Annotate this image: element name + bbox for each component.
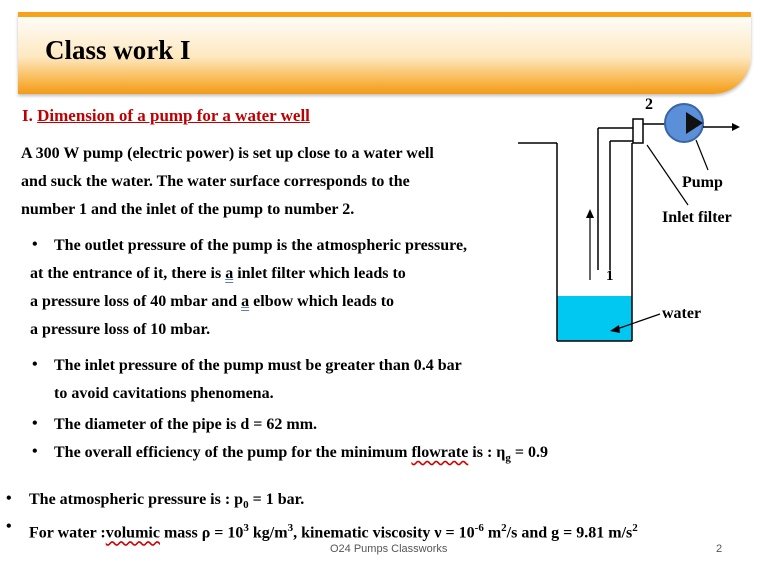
bullet-marker: • [6, 490, 12, 507]
text-span: The atmospheric pressure is : p [29, 491, 244, 508]
text-span: inlet filter which leads to [233, 265, 406, 282]
section-title: Dimension of a pump for a water well [37, 106, 310, 125]
superscript: 3 [287, 522, 294, 534]
subscript: g [505, 452, 511, 465]
text-span: For water : [29, 524, 106, 542]
section-prefix: I. [22, 106, 38, 125]
footer-text: O24 Pumps Classworks [330, 543, 448, 555]
text-span: a pressure loss of 40 mbar and [30, 293, 242, 310]
slide-title: Class work I [45, 35, 191, 65]
bullet-text: The outlet pressure of the pump is the atmospheric pressure, [54, 237, 468, 254]
intro-line: number 1 and the inlet of the pump to number 2. [21, 201, 355, 218]
text-span: is : η [468, 444, 506, 461]
pump-leader-line [696, 140, 708, 170]
text-span: a [241, 293, 250, 310]
bullet-text: to avoid cavitations phenomena. [54, 385, 274, 402]
bullet-text: a pressure loss of 10 mbar. [30, 321, 211, 338]
text-span: /s and g = 9.81 m/s [506, 524, 633, 542]
water-label: water [662, 305, 702, 322]
superscript: -6 [474, 522, 484, 534]
text-span: , kinematic viscosity ν = 10 [293, 524, 475, 542]
inlet-filter [633, 119, 643, 143]
pump-label: Pump [682, 174, 723, 191]
intro-line: A 300 W pump (electric power) is set up close to a water well [21, 145, 434, 162]
bullet-marker: • [32, 415, 38, 432]
bullet-marker: • [32, 443, 38, 460]
text-span: a [225, 265, 234, 282]
page-number: 2 [716, 543, 723, 555]
bullet-marker: • [6, 518, 12, 535]
text-span: at the entrance of it, there is [30, 265, 226, 282]
bullet-marker: • [32, 236, 38, 253]
outlet-arrow-icon [732, 123, 740, 131]
point-2-label: 2 [645, 96, 653, 113]
text-span: volumic [105, 524, 160, 542]
bullet-text: The diameter of the pipe is d = 62 mm. [54, 416, 318, 433]
superscript: 3 [243, 522, 249, 534]
text-span: kg/m [248, 524, 288, 542]
text-span: The overall efficiency of the pump for the minimum [54, 444, 412, 461]
inlet-filter-label: Inlet filter [662, 209, 732, 226]
text-span: mass ρ = 10 [159, 524, 244, 542]
text-span: = 0.9 [510, 444, 549, 461]
text-span: flowrate [411, 444, 469, 461]
intro-line: and suck the water. The water surface corresponds to the [21, 173, 410, 190]
point-1-label: 1 [606, 268, 614, 284]
superscript: 2 [632, 522, 638, 534]
text-span: elbow which leads to [249, 293, 395, 310]
bullet-marker: • [32, 356, 38, 373]
superscript: 2 [501, 522, 507, 534]
water-body [557, 296, 632, 341]
bullet-text: The inlet pressure of the pump must be greater than 0.4 bar [54, 357, 462, 374]
text-span: m [483, 524, 502, 542]
flow-arrow-icon [586, 209, 594, 218]
subscript: 0 [243, 499, 249, 512]
text-span: = 1 bar. [248, 491, 305, 508]
